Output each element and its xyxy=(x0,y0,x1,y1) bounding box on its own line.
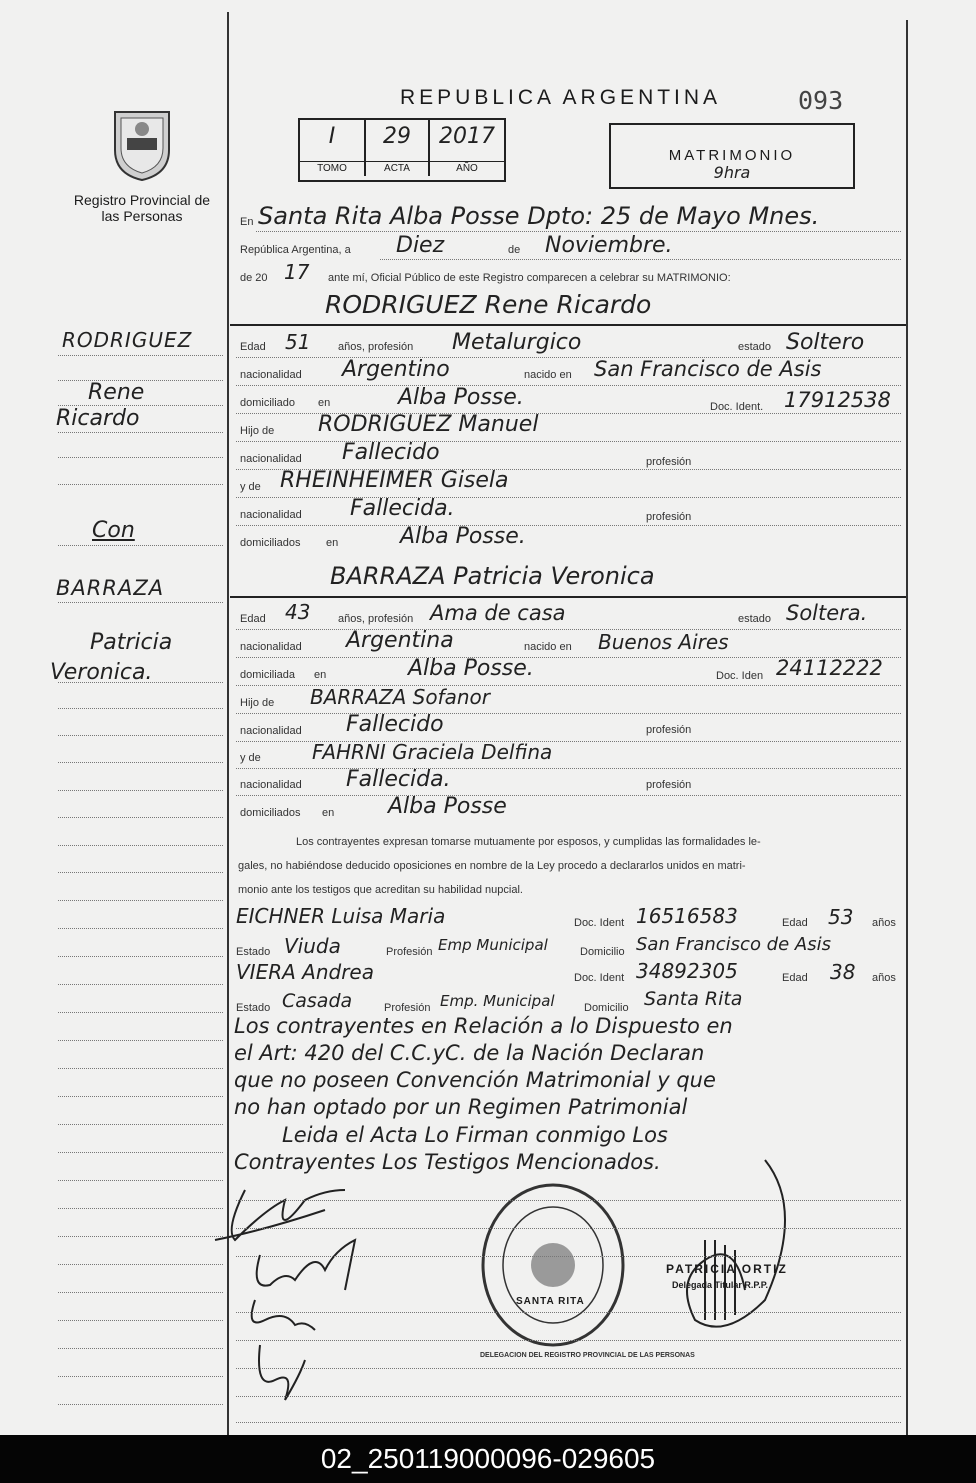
bride-father-prof-label: profesión xyxy=(646,724,692,736)
witness-1-doc-label: Doc. Ident xyxy=(574,917,625,929)
witness-1-estado-label: Estado xyxy=(236,946,271,958)
witness-1-domicilio-label: Domicilio xyxy=(580,946,625,958)
bride-en-label: en xyxy=(314,669,327,681)
year-prefix: de 20 xyxy=(240,272,268,284)
rule xyxy=(236,525,901,526)
margin-rule xyxy=(58,1404,223,1405)
margin-rule xyxy=(58,432,223,433)
witness-2-doc-label: Doc. Ident xyxy=(574,972,625,984)
margin-rule xyxy=(58,602,223,603)
bride-doc-label: Doc. Iden xyxy=(716,670,764,682)
margin-rule xyxy=(58,1096,223,1097)
margin-rule xyxy=(58,984,223,985)
bride-profesion-label: años, profesión xyxy=(338,613,414,625)
bride-father-nac-label: nacionalidad xyxy=(240,725,302,737)
right-margin-line xyxy=(906,20,908,1435)
registry-seal-icon xyxy=(478,1180,628,1350)
rule xyxy=(236,768,901,769)
groom-parents-domicile: Alba Posse. xyxy=(400,524,526,549)
margin-given-2a: Patricia xyxy=(90,630,173,655)
witness-2-status: Casada xyxy=(282,990,353,1012)
rule xyxy=(236,1228,901,1229)
groom-profesion-label: años, profesión xyxy=(338,341,414,353)
groom-father: RODRIGUEZ Manuel xyxy=(318,412,539,437)
margin-rule xyxy=(58,1264,223,1265)
seal-text: DELEGACION DEL REGISTRO PROVINCIAL DE LAS PERSONAS xyxy=(480,1352,695,1359)
rule xyxy=(236,441,901,442)
rule xyxy=(236,1312,901,1313)
margin-given-1a: Rene xyxy=(88,380,145,405)
seal-place: SANTA RITA xyxy=(516,1296,585,1307)
margin-rule xyxy=(58,355,223,356)
margin-rule xyxy=(58,380,223,381)
acta-label: ACTA xyxy=(366,161,428,176)
anio-cell xyxy=(430,120,504,176)
groom-mother-prof-label: profesión xyxy=(646,511,692,523)
margin-rule xyxy=(58,708,223,709)
margin-rule xyxy=(58,1208,223,1209)
margin-surname-1: RODRIGUEZ xyxy=(62,328,193,352)
tomo-acta-anio-box xyxy=(298,118,506,182)
margin-rule xyxy=(58,790,223,791)
act-type: MATRIMONIO xyxy=(668,147,796,164)
bride-birthplace: Buenos Aires xyxy=(598,630,729,654)
bride-mother-nac-label: nacionalidad xyxy=(240,779,302,791)
margin-rule xyxy=(58,1180,223,1181)
margin-rule xyxy=(58,1124,223,1125)
groom-doc: 17912538 xyxy=(784,388,891,412)
margin-rule xyxy=(58,1348,223,1349)
bride-yde-label: y de xyxy=(240,752,261,764)
margin-rule xyxy=(58,900,223,901)
formal-text-line-3: monio ante los testigos que acreditan su habilidad nupcial. xyxy=(238,884,523,896)
rule xyxy=(236,713,901,714)
bride-domicile: Alba Posse. xyxy=(408,656,534,681)
margin-rule xyxy=(58,762,223,763)
official-signature xyxy=(665,1150,825,1350)
bride-parents-domicile: Alba Posse xyxy=(388,794,507,819)
groom-nationality: Argentino xyxy=(342,357,450,382)
margin-rule xyxy=(58,1040,223,1041)
acta-cell xyxy=(366,120,430,176)
groom-mother: RHEINHEIMER Gisela xyxy=(280,468,509,493)
bride-mother-prof-label: profesión xyxy=(646,779,692,791)
groom-mother-nac-label: nacionalidad xyxy=(240,509,302,521)
rule xyxy=(256,231,901,232)
groom-en-label: en xyxy=(318,397,331,409)
witness-2-domicile: Santa Rita xyxy=(644,988,743,1010)
bride-mother-nationality: Fallecida. xyxy=(346,767,451,792)
margin-rule xyxy=(58,1012,223,1013)
tomo-label: TOMO xyxy=(300,161,364,176)
witness-1-age: 53 xyxy=(828,905,854,929)
rule xyxy=(236,1396,901,1397)
registry-name: Registro Provincial de las Personas xyxy=(73,192,211,224)
bride-hijo-label: Hijo de xyxy=(240,697,275,709)
margin-rule xyxy=(58,872,223,873)
margin-rule xyxy=(58,484,223,485)
margin-rule xyxy=(58,817,223,818)
anio-value: 2017 xyxy=(439,124,495,149)
margin-rule xyxy=(58,1320,223,1321)
witness-2-doc: 34892305 xyxy=(636,959,738,983)
bride-nacido-label: nacido en xyxy=(524,641,572,653)
year-suffix: 17 xyxy=(284,260,310,284)
rule xyxy=(236,795,901,796)
margin-given-2b: Veronica. xyxy=(50,660,153,685)
bride-father-nationality: Fallecido xyxy=(346,712,444,737)
groom-father-prof-label: profesión xyxy=(646,456,692,468)
margin-given-1b: Ricardo xyxy=(56,406,140,431)
formal-text-line-1: Los contrayentes expresan tomarse mutuamente por esposos, y cumplidas las formalidades le- xyxy=(296,836,761,848)
bride-doc: 24112222 xyxy=(776,656,883,680)
bride-domiciliada-label: domiciliada xyxy=(240,669,296,681)
de-label: de xyxy=(508,244,521,256)
witness-1-status: Viuda xyxy=(284,934,341,958)
day: Diez xyxy=(396,233,445,258)
witness-1-profession: Emp Municipal xyxy=(438,936,548,954)
bride-nacionalidad-label: nacionalidad xyxy=(240,641,302,653)
rule xyxy=(236,497,901,498)
country-title: REPUBLICA ARGENTINA xyxy=(400,86,722,109)
witness-1-prof-label: Profesión xyxy=(386,946,433,958)
groom-domiciliados-en: en xyxy=(326,537,339,549)
note-line-1: Los contrayentes en Relación a lo Dispuesto en xyxy=(234,1014,733,1038)
official-name: PATRICIA ORTIZ xyxy=(666,1262,788,1276)
witness-2-age: 38 xyxy=(830,960,856,984)
groom-profession: Metalurgico xyxy=(452,330,582,355)
bride-domiciliados-en: en xyxy=(322,807,335,819)
groom-mother-nationality: Fallecida. xyxy=(350,496,455,521)
rule xyxy=(236,385,901,386)
signatures-drawing xyxy=(205,1170,375,1410)
margin-rule xyxy=(58,1292,223,1293)
groom-hijo-label: Hijo de xyxy=(240,425,275,437)
margin-rule xyxy=(58,956,223,957)
acta-value: 29 xyxy=(383,124,411,149)
witness-1-edad-label: Edad xyxy=(782,917,808,929)
bride-estado-label: estado xyxy=(738,613,772,625)
witness-1-domicile: San Francisco de Asis xyxy=(636,934,831,955)
bride-status: Soltera. xyxy=(786,601,868,625)
bride-full-name: BARRAZA Patricia Veronica xyxy=(330,562,655,590)
witness-2-name: VIERA Andrea xyxy=(236,960,374,984)
bride-father: BARRAZA Sofanor xyxy=(310,685,490,709)
margin-rule xyxy=(58,405,223,406)
groom-estado-label: estado xyxy=(738,341,772,353)
en-label: En xyxy=(240,216,254,228)
rule xyxy=(236,1368,901,1369)
witness-1-anos-label: años xyxy=(872,917,896,929)
bride-separator xyxy=(230,596,906,598)
republica-label: República Argentina, a xyxy=(240,244,351,256)
groom-doc-label: Doc. Ident. xyxy=(710,401,764,413)
bride-age: 43 xyxy=(285,600,311,624)
ante-text: ante mí, Oficial Público de este Registro comparecen a celebrar su MATRIMONIO: xyxy=(328,272,731,284)
anio-label: AÑO xyxy=(430,161,504,176)
margin-surname-2: BARRAZA xyxy=(56,576,165,600)
act-type-note: 9hra xyxy=(713,163,751,182)
formal-text-line-2: gales, no habiéndose deducido oposiciones en nombre de la Ley procedo a declararlos unidos en matri- xyxy=(238,860,746,872)
month: Noviembre. xyxy=(545,233,673,258)
groom-domiciliados-label: domiciliados xyxy=(240,537,301,549)
place: Santa Rita Alba Posse Dpto: 25 de Mayo Mnes. xyxy=(258,202,820,230)
margin-rule xyxy=(58,928,223,929)
bride-mother: FAHRNI Graciela Delfina xyxy=(312,740,553,764)
note-line-5: Leida el Acta Lo Firman conmigo Los xyxy=(282,1123,668,1147)
margin-rule xyxy=(58,457,223,458)
tomo-cell xyxy=(300,120,366,176)
bride-domiciliados-label: domiciliados xyxy=(240,807,301,819)
groom-nacido-label: nacido en xyxy=(524,369,572,381)
provincial-emblem-icon xyxy=(107,104,177,182)
bride-profession: Ama de casa xyxy=(430,601,566,625)
rule xyxy=(236,1422,901,1423)
groom-status: Soltero xyxy=(786,330,865,355)
note-line-3: que no poseen Convención Matrimonial y que xyxy=(234,1068,716,1092)
groom-father-nationality: Fallecido xyxy=(342,440,440,465)
tomo-value: I xyxy=(328,124,336,149)
note-line-6: Contrayentes Los Testigos Mencionados. xyxy=(234,1150,661,1174)
groom-domiciliado-label: domiciliado xyxy=(240,397,296,409)
rule xyxy=(236,1200,901,1201)
witness-2-edad-label: Edad xyxy=(782,972,808,984)
rule xyxy=(380,259,901,260)
witness-2-anos-label: años xyxy=(872,972,896,984)
official-title: Delegada Titular R.P.P. xyxy=(672,1280,769,1290)
margin-rule xyxy=(58,845,223,846)
margin-rule xyxy=(58,545,223,546)
witness-1-doc: 16516583 xyxy=(636,904,738,928)
margin-rule xyxy=(58,735,223,736)
groom-father-nac-label: nacionalidad xyxy=(240,453,302,465)
witness-2-domicilio-label: Domicilio xyxy=(584,1002,629,1014)
witness-2-estado-label: Estado xyxy=(236,1002,271,1014)
witness-1-name: EICHNER Luisa Maria xyxy=(236,904,446,928)
rule xyxy=(236,1256,901,1257)
margin-rule xyxy=(58,1152,223,1153)
note-line-2: el Art: 420 del C.C.yC. de la Nación Declaran xyxy=(234,1041,705,1065)
groom-nacionalidad-label: nacionalidad xyxy=(240,369,302,381)
groom-edad-label: Edad xyxy=(240,341,266,353)
margin-rule xyxy=(58,1068,223,1069)
groom-full-name: RODRIGUEZ Rene Ricardo xyxy=(325,290,652,319)
groom-separator xyxy=(230,324,906,326)
image-id-footer: 02_250119000096-029605 xyxy=(0,1435,976,1483)
act-type-box xyxy=(609,123,855,189)
folio-number: 093 xyxy=(798,86,844,115)
margin-rule xyxy=(58,682,223,683)
rule xyxy=(236,1340,901,1341)
note-line-4: no han optado por un Regimen Patrimonial xyxy=(234,1095,688,1119)
margin-rule xyxy=(58,1376,223,1377)
witness-2-prof-label: Profesión xyxy=(384,1002,431,1014)
bride-nationality: Argentina xyxy=(346,628,454,653)
groom-birthplace: San Francisco de Asis xyxy=(594,357,822,381)
witness-2-profession: Emp. Municipal xyxy=(440,992,555,1010)
groom-age: 51 xyxy=(285,330,311,354)
bride-edad-label: Edad xyxy=(240,613,266,625)
margin-con: Con xyxy=(92,518,135,543)
groom-yde-label: y de xyxy=(240,481,261,493)
groom-domicile: Alba Posse. xyxy=(398,385,524,410)
rule xyxy=(236,629,901,630)
margin-rule xyxy=(58,1236,223,1237)
